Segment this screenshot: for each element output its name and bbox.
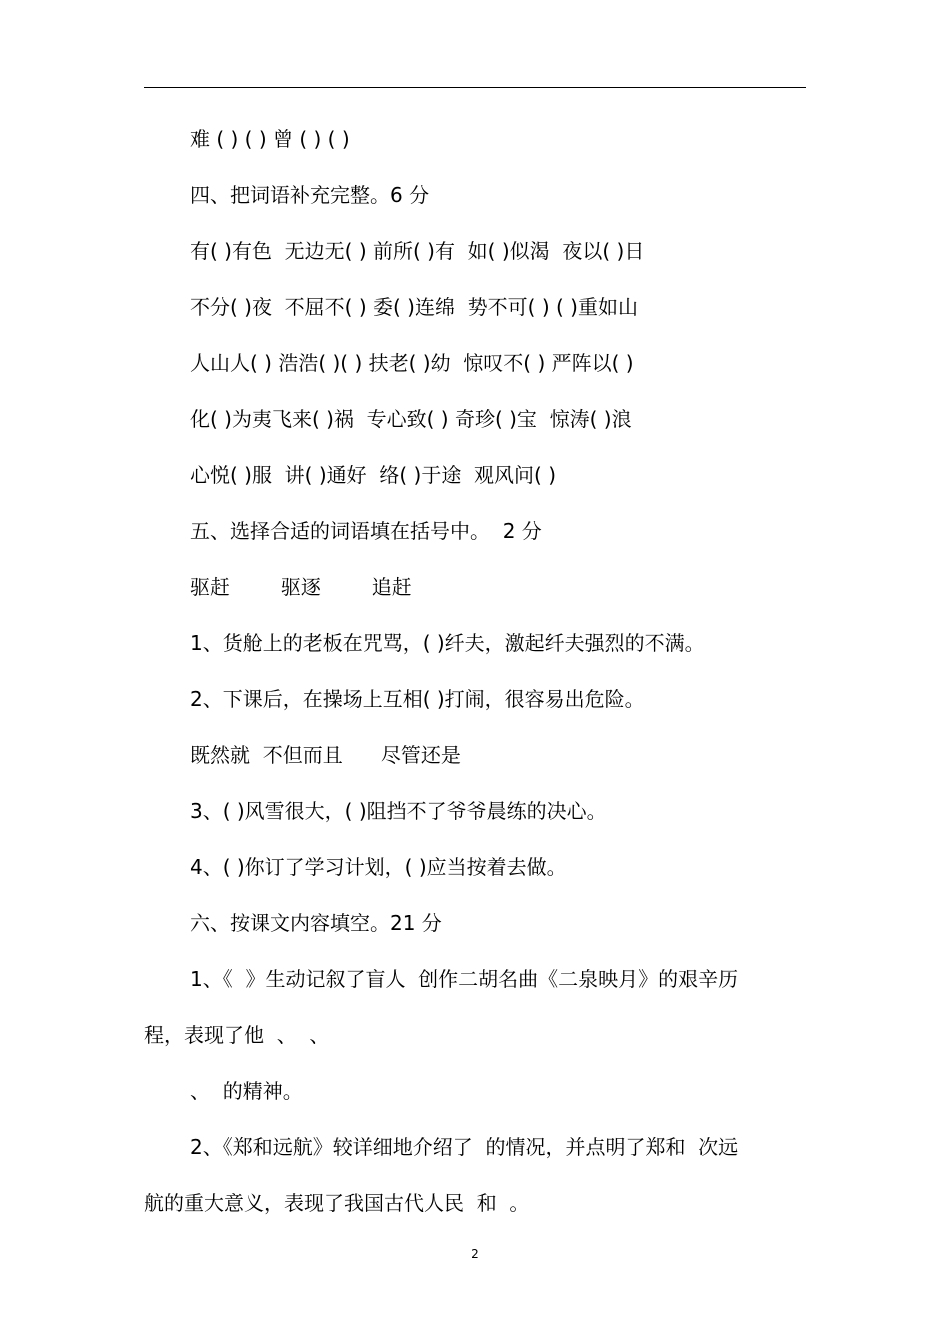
text-line-1: 难 ( ) ( ) 曾 ( ) ( ): [190, 127, 350, 151]
text-line-10: 1、货舱上的老板在咒骂，( )纤夫，激起纤夫强烈的不满。: [190, 631, 705, 655]
text-line-16: 1、《 》生动记叙了盲人 创作二胡名曲《二泉映月》的艰辛历: [190, 967, 739, 991]
text-line-13: 3、( )风雪很大，( )阻挡不了爷爷晨练的决心。: [190, 799, 607, 823]
header-rule: [144, 87, 806, 88]
text-line-11: 2、下课后，在操场上互相( )打闹，很容易出危险。: [190, 687, 645, 711]
word-choices-2: 既然就 不但而且 尽管还是: [190, 743, 461, 767]
section-heading-4: 四、把词语补充完整。6 分: [190, 183, 430, 207]
text-line-14: 4、( )你订了学习计划，( )应当按着去做。: [190, 855, 567, 879]
section-heading-5: 五、选择合适的词语填在括号中。 2 分: [190, 519, 542, 543]
text-line-6: 化( )为夷飞来( )祸 专心致( ) 奇珍( )宝 惊涛( )浪: [190, 407, 632, 431]
section-heading-6: 六、按课文内容填空。21 分: [190, 911, 442, 935]
text-line-17: 程，表现了他 、 、: [144, 1023, 330, 1047]
text-line-20: 航的重大意义，表现了我国古代人民 和 。: [144, 1191, 530, 1215]
text-line-4: 不分( )夜 不屈不( ) 委( )连绵 势不可( ) ( )重如山: [190, 295, 638, 319]
text-line-3: 有( )有色 无边无( ) 前所( )有 如( )似渴 夜以( )日: [190, 239, 645, 263]
text-line-7: 心悦( )服 讲( )通好 络( )于途 观风问( ): [190, 463, 556, 487]
word-choices-1: 驱赶 驱逐 追赶: [190, 575, 412, 599]
page-number: 2: [471, 1247, 479, 1261]
text-line-18: 、 的精神。: [190, 1079, 303, 1103]
text-line-19: 2、《郑和远航》较详细地介绍了 的情况，并点明了郑和 次远: [190, 1135, 739, 1159]
text-line-5: 人山人( ) 浩浩( )( ) 扶老( )幼 惊叹不( ) 严阵以( ): [190, 351, 634, 375]
